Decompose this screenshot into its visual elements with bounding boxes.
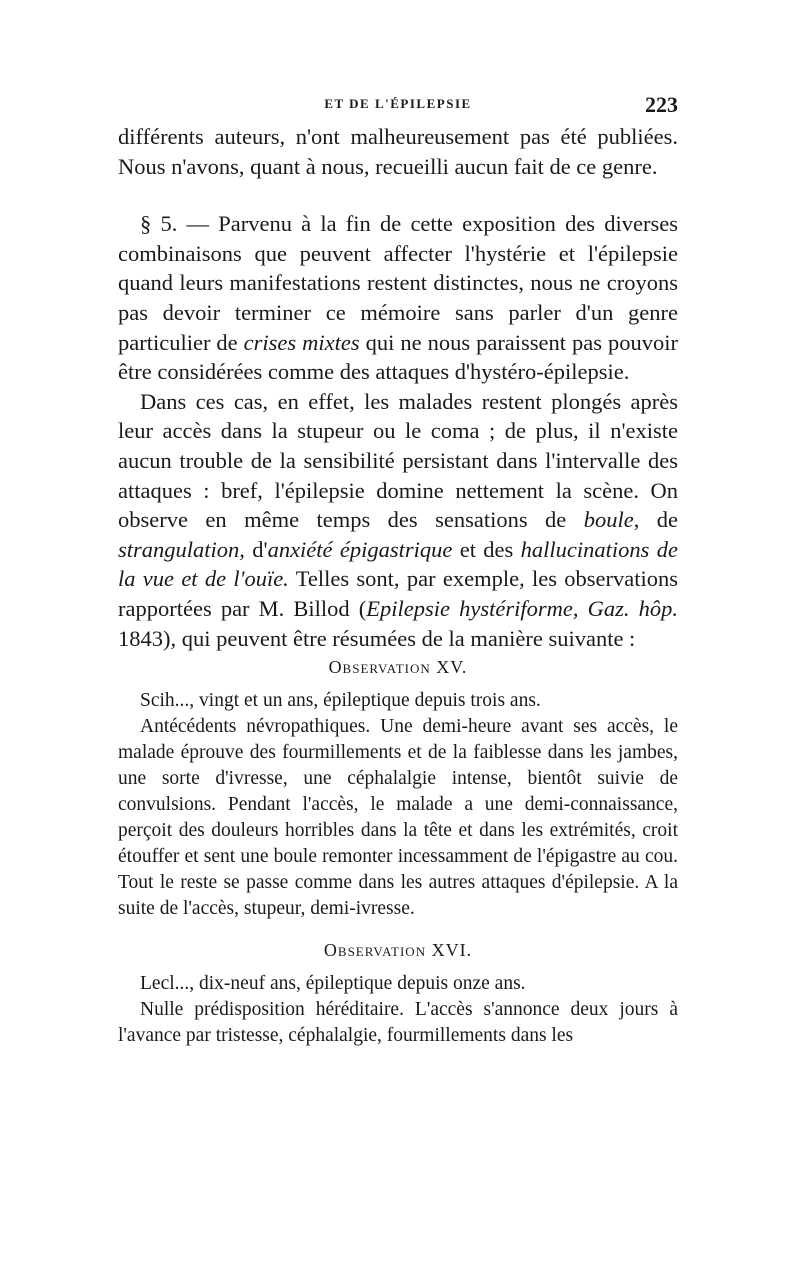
text-run: Dans ces cas, en effet, les malades restent plongés après leur accès dans la stupeur ou le coma ; de plus, il n'existe aucun trouble de la sensibilité persistant dans l'intervalle des attaques : bref, l'épilepsie domine nettement la scène. On observe en même temps des sensations de [118,388,678,533]
italic-run: Epilepsie hystériforme, Gaz. hôp. [366,595,678,621]
text-run: Telles sont, par exemple, les observations rapportées par M. Billod ( [118,566,679,621]
main-text [118,122,678,653]
paragraph [118,209,678,387]
observation-title [118,940,678,961]
paragraph: Lecl..., dix-neuf ans, épileptique depuis onze ans. [140,973,526,995]
text-run: qui ne nous paraissent pas pouvoir être considérées comme des attaques d'hystéro-épilepsie. [118,329,679,385]
italic-run: boule [583,507,634,533]
paragraph: Nulle prédisposition héréditaire. L'accès s'annonce deux jours à l'avance par tristesse, céphalalgie, fourmillements dans les [118,999,678,1047]
observation-title-text: Observation XVI. [323,940,473,961]
observation-title [118,657,678,678]
text-run: § 5. — Parvenu à la fin de cette exposition des diverses combinaisons que peuvent affecter l'hystérie et l'épilepsie quand leurs manifestations restent distinctes, nous ne croyons pas devoir terminer ce mémoire sans parler d'un genre particulier de [118,211,678,355]
italic-run: strangulation [118,536,240,562]
italic-run: crises mixtes [243,329,360,355]
observation-text [118,971,678,1049]
text-run: , de [633,507,678,533]
page-number: 223 [645,92,678,117]
paragraph: Scih..., vingt et un ans, épileptique depuis trois ans. [140,690,541,712]
observation-text [118,688,678,922]
text-run: 1843), qui peuvent être résumées de la manière suivante : [118,625,636,651]
text-run: et des [452,536,521,562]
paragraph: différents auteurs, n'ont malheureusement pas été publiées. Nous n'avons, quant à nous, recueilli aucun fait de ce genre. [118,124,678,179]
running-title: ET DE L'ÉPILEPSIE [324,96,472,111]
page [118,92,678,1049]
running-header [118,92,678,122]
italic-run: anxiété épigastrique [267,536,453,562]
italic-run: hallucinations de la vue et de l'ouïe. [118,536,678,592]
paragraph [118,387,678,653]
paragraph: Antécédents névropathiques. Une demi-heure avant ses accès, le malade éprouve des fourmillements et de la faiblesse dans les jambes, une sorte d'ivresse, une céphalalgie intense, bientôt suivie de convulsions. Pendant l'accès, le malade a une demi-connaissance, perçoit des douleurs horribles dans la tête et dans les extrémités, croit étouffer et sent une boule remonter incessamment de l'épigastre au cou. Tout le reste se passe comme dans les autres attaques d'épilepsie. A la suite de l'accès, stupeur, demi-ivresse. [118,716,678,920]
observation-title-text: Observation XV. [328,657,468,678]
text-run: , d' [239,536,268,562]
